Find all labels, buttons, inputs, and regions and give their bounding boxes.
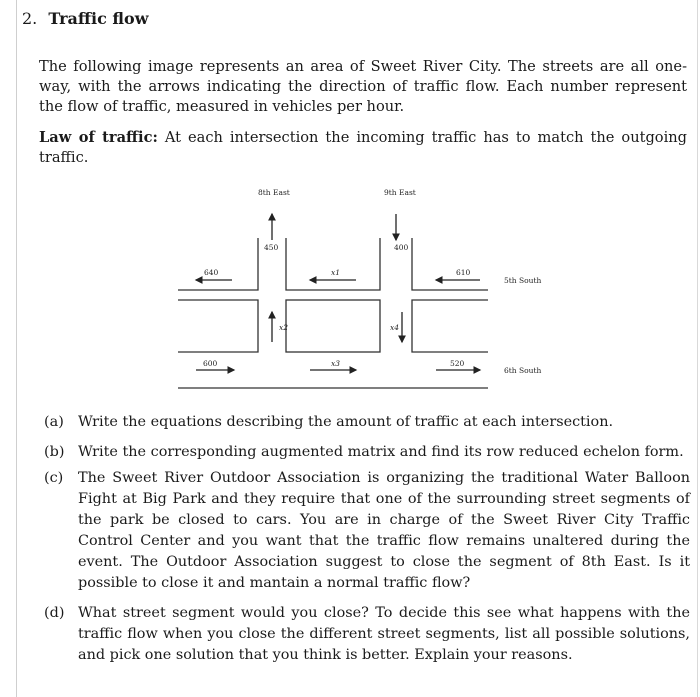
question-d — [44, 603, 690, 666]
flow-x4: x4 — [390, 323, 400, 332]
question-c — [44, 468, 690, 594]
block-top-middle — [286, 238, 380, 290]
flow-400: 400 — [394, 243, 409, 252]
problem-title: Traffic flow — [48, 9, 149, 28]
question-b-label: (b) — [44, 444, 65, 460]
label-6th-south: 6th South — [504, 366, 542, 375]
question-a — [44, 412, 690, 433]
question-d-label: (d) — [44, 605, 65, 621]
block-middle-left — [178, 300, 258, 352]
question-d-text: What street segment would you close? To decide this see what happens with the traffic flow when you close the different street segments, list all possible solutions, and pick one solution that you think is better. Explain your reasons. — [78, 605, 690, 663]
problem-number: 2. — [22, 9, 38, 28]
flow-520: 520 — [450, 359, 465, 368]
intro-paragraph: The following image represents an area of Sweet River City. The streets are all one-way, with the arrows indicating the direction of traffic flow. Each number represent the flow of traffic, measured in vehicles per hour. — [39, 58, 687, 115]
law-text: At each intersection the incoming traffic has to match the outgoing traffic. — [39, 129, 687, 166]
question-c-text: The Sweet River Outdoor Association is organizing the traditional Water Balloon Fight at Big Park and they require that one of the surrounding street segments of the park be closed to cars. You are in charge of the Sweet River City Traffic Control Center and you want that the traffic flow remains unaltered during the event. The Outdoor Association suggest to close the segment of 8th East. Is it possible to close it and mantain a normal traffic flow? — [78, 470, 690, 591]
flow-x3: x3 — [331, 359, 341, 368]
flow-640: 640 — [204, 268, 219, 277]
label-9th-east: 9th East — [384, 188, 416, 197]
flow-450: 450 — [264, 243, 279, 252]
flow-600: 600 — [203, 359, 218, 368]
question-c-label: (c) — [44, 470, 64, 486]
law-label: Law of traffic: — [39, 129, 158, 146]
question-b-text: Write the corresponding augmented matrix and find its row reduced echelon form. — [78, 444, 684, 460]
flow-610: 610 — [456, 268, 471, 277]
flow-x2: x2 — [279, 323, 289, 332]
label-8th-east: 8th East — [258, 188, 290, 197]
flow-arrows — [196, 214, 480, 370]
label-5th-south: 5th South — [504, 276, 542, 285]
block-top-right — [412, 238, 488, 290]
big-park-block — [286, 300, 380, 352]
question-b — [44, 442, 690, 463]
question-a-label: (a) — [44, 414, 64, 430]
block-middle-right — [412, 300, 488, 352]
question-a-text: Write the equations describing the amount of traffic at each intersection. — [78, 414, 614, 430]
flow-x1: x1 — [331, 268, 341, 277]
block-top-left — [178, 238, 258, 290]
